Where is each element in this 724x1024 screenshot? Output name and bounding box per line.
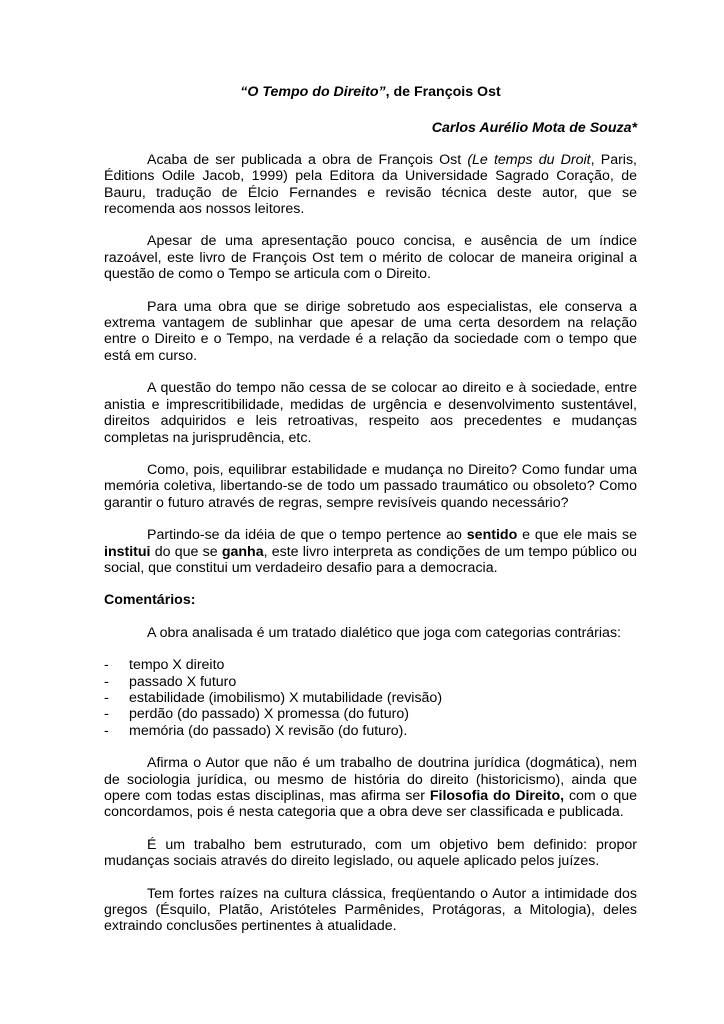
list-bullet: - xyxy=(104,706,109,723)
paragraph-6-bold-sentido: sentido xyxy=(466,527,518,544)
paragraph-8-text-a: Afirma o Autor que não é um trabalho de doutrina jurídica (dogmática), nem de sociologia jurídica, ou mesmo de história do direito (historicismo), ainda que opere com todas estas disciplinas, mas afirma ser xyxy=(104,755,637,804)
list-item-text: memória (do passado) X revisão (do futuro). xyxy=(129,722,408,739)
section-heading-comentarios: Comentários: xyxy=(104,592,196,609)
paragraph-1 xyxy=(104,152,637,218)
paragraph-8-bold-filosofia: Filosofia do Direito, xyxy=(429,788,565,804)
paragraph-6-text-a: Partindo-se da idéia de que o tempo pertence ao xyxy=(147,527,467,544)
list-item xyxy=(104,706,637,722)
title-book-name: “O Tempo do Direito” xyxy=(240,84,386,100)
paragraph-9: É um trabalho bem estruturado, com um objetivo bem definido: propor mudanças sociais através do direito legislado, ou aquele aplicado pelos juízes. xyxy=(104,836,637,870)
paragraph-3: Para uma obra que se dirige sobretudo aos especialistas, ele conserva a extrema vantagem de sublinhar que apesar de uma certa desordem na relação entre o Direito e o Tempo, na verdade é a relação da sociedade com o tempo que está em curso. xyxy=(104,298,637,364)
paragraph-1-italic: (Le temps du Droit xyxy=(467,151,591,168)
list-item-text: estabilidade (imobilismo) X mutabilidade (revisão) xyxy=(129,689,443,706)
list-item-text: passado X futuro xyxy=(129,673,237,690)
list-item xyxy=(104,723,637,739)
paragraph-2: Apesar de uma apresentação pouco concisa, e ausência de um índice razoável, este livro de François Ost tem o mérito de colocar de maneira original a questão de como o Tempo se articula com o Direito. xyxy=(104,233,637,283)
list-bullet: - xyxy=(104,673,109,690)
paragraph-6-text-c: do que se xyxy=(150,543,222,560)
paragraph-6-text-b: e que ele mais se xyxy=(517,527,637,544)
categories-list xyxy=(104,657,637,739)
paragraph-1-text-a: Acaba de ser publicada a obra de François Ost xyxy=(147,151,468,168)
list-bullet: - xyxy=(104,657,109,674)
paragraph-6-bold-ganha: ganha xyxy=(221,543,264,560)
page-title xyxy=(104,84,637,100)
paragraph-5: Como, pois, equilibrar estabilidade e mudança no Direito? Como fundar uma memória coletiva, libertando-se de todo um passado traumático ou obsoleto? Como garantir o futuro através de regras, sempre revisíveis quando necessário? xyxy=(104,461,637,511)
paragraph-1-text-b: , Paris, Éditions Odile Jacob, 1999) pela Editora da Universidade Sagrado Coração, de Bauru, tradução de Élcio Fernandes e revisão técnica deste autor, que se recomenda aos nossos leitores. xyxy=(104,151,637,218)
paragraph-8-text-b: com o que concordamos, pois é nesta categoria que a obra deve ser classificada e publicada. xyxy=(104,788,638,821)
list-bullet: - xyxy=(104,722,109,739)
paragraph-8 xyxy=(104,755,637,821)
list-bullet: - xyxy=(104,689,109,706)
author-name: Carlos Aurélio Mota de Souza* xyxy=(431,120,637,137)
paragraph-7: A obra analisada é um tratado dialético que joga com categorias contrárias: xyxy=(147,624,621,641)
paragraph-10: Tem fortes raízes na cultura clássica, freqüentando o Autor a intimidade dos gregos (Ésquilo, Platão, Aristóteles Parmênides, Protágoras, a Mitologia), deles extraindo conclusões pertinentes à atualidade. xyxy=(104,885,637,935)
list-item xyxy=(104,690,637,706)
paragraph-6 xyxy=(104,527,637,576)
paragraph-6-bold-institui: institui xyxy=(104,543,151,560)
list-item xyxy=(104,674,637,690)
list-item-text: perdão (do passado) X promessa (do futuro) xyxy=(129,706,409,723)
title-rest: , de François Ost xyxy=(385,84,501,100)
paragraph-4: A questão do tempo não cessa de se colocar ao direito e à sociedade, entre anistia e imprescritibilidade, medidas de urgência e desenvolvimento sustentável, direitos adquiridos e leis retroativas, respeito aos precedentes e mudanças completas na jurisprudência, etc. xyxy=(104,380,637,446)
document-page xyxy=(104,84,637,935)
paragraph-6-text-d: , este livro interpreta as condições de um tempo público ou social, que constitui um verdadeiro desafio para a democracia. xyxy=(104,543,637,576)
list-item-text: tempo X direito xyxy=(129,657,225,674)
list-item xyxy=(104,657,637,673)
